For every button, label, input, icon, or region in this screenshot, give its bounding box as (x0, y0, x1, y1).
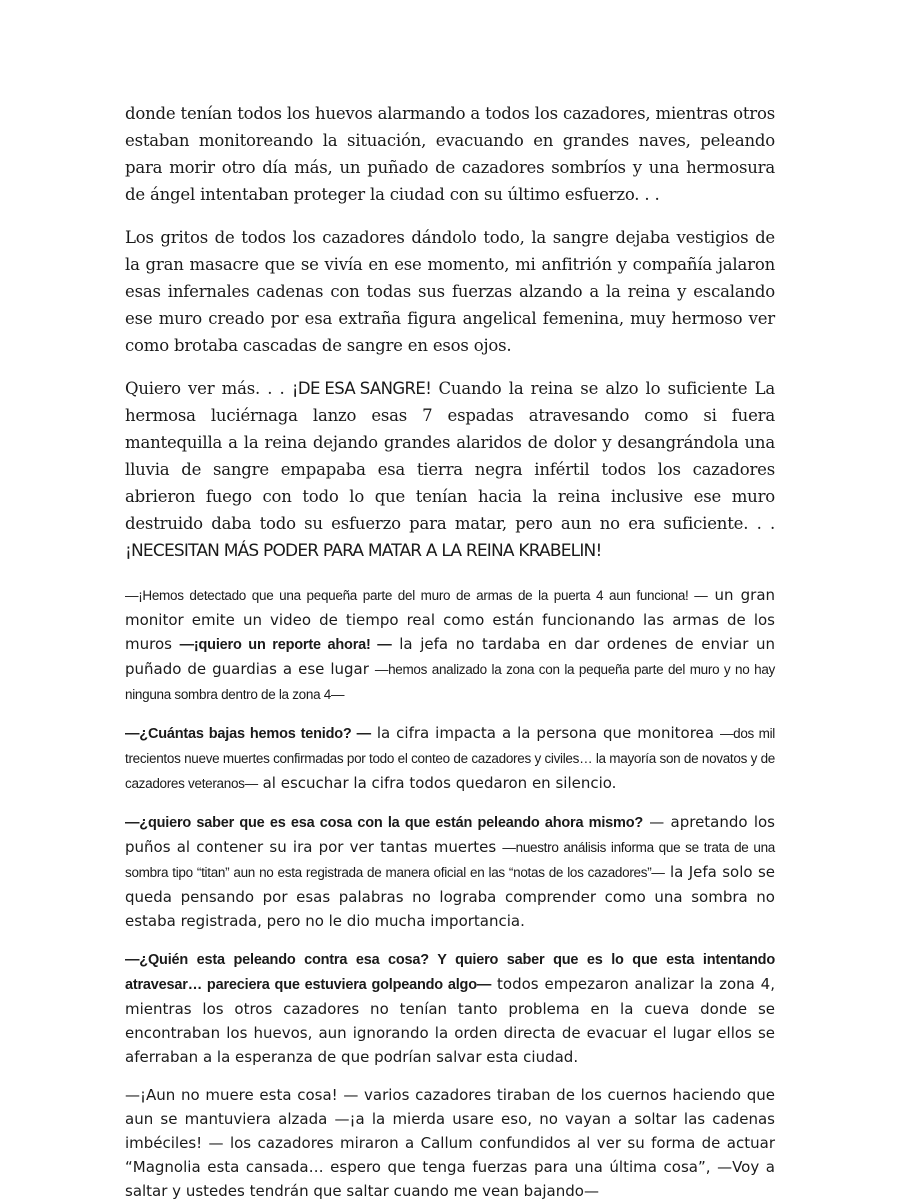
paragraph-4-dialogue-3: —hemos analizado la zona con la pequeña parte del muro y no hay ninguna sombra dentro de la zona 4— (125, 662, 775, 702)
paragraph-1: donde tenían todos los huevos alarmando a todos los cazadores, mientras otros estaban monitoreando la situación, evacuando en grandes naves, peleando para morir otro día más, un puñado de cazadores sombríos y una hermosura de ángel intentaban proteger la ciudad con su último esfuerzo. . . (125, 104, 775, 204)
paragraph-4-narration-2: la jefa no tardaba en dar ordenes de enviar un puñado de guardias a ese lugar (125, 635, 776, 678)
paragraph-6-narration-1: — apretando los puños al contener su ira por ver tantas muertes (125, 813, 775, 856)
paragraph-3-shout-1: ¡DE ESA SANGRE! (291, 379, 432, 398)
paragraph-8: —¡Aun no muere esta cosa! — varios cazadores tiraban de los cuernos haciendo que aun se mantuviera alzada —¡a la mierda usare eso, no vayan a soltar las cadenas imbéciles! — los cazadores miraron a Callum confundidos al ver su forma de actuar “Magnolia esta cansada… espero que tenga fuerzas para una última cosa”, —Voy a saltar y ustedes tendrán que saltar cuando me vean bajando— (125, 1086, 775, 1200)
paragraph-3-part-1: Quiero ver más. . . (125, 379, 292, 398)
paragraph-7-narration-1: todos empezaron analizar la zona 4, mientras los otros cazadores no tenían tanto problema en la cueva donde se encontraban los huevos, aun ignorando la orden directa de evacuar el lugar ellos se aferraban a la esperanza de que podrían salvar esta ciudad. (125, 975, 775, 1066)
paragraph-5-dialogue-1: —¿Cuántas bajas hemos tenido? — (125, 726, 371, 742)
paragraph-5-narration-1: la cifra impacta a la persona que monitorea (370, 724, 720, 742)
paragraph-3-shout-2: ¡NECESITAN MÁS PODER PARA MATAR A LA REINA KRABELIN! (125, 541, 602, 561)
paragraph-3-part-2: Cuando la reina se alzo lo suficiente La hermosa luciérnaga lanzo esas 7 espadas atravesando como si fuera mantequilla a la reina dejando grandes alaridos de dolor y desangrándola una lluvia de sangre empapaba esa tierra negra infértil todos los cazadores abrieron fuego con todo lo que tenían hacia la reina inclusive ese muro destruido daba todo su esfuerzo para matar, pero aun no era suficiente. . . (125, 379, 775, 533)
paragraph-5 (125, 721, 775, 796)
paragraph-4-dialogue-1: —¡Hemos detectado que una pequeña parte del muro de armas de la puerta 4 aun funciona! — (125, 588, 708, 603)
paragraph-3 (125, 375, 775, 565)
paragraph-6-narration-2: la Jefa solo se queda pensando por esas palabras no lograba comprender como una sombra no estaba registrada, pero no le dio mucha importancia. (125, 863, 776, 930)
paragraph-5-dialogue-2: —dos mil trecientos nueve muertes confirmadas por todo el conteo de cazadores y civiles… la mayoría son de novatos y de cazadores veteranos— (125, 726, 775, 791)
paragraph-7-dialogue-1: —¿Quién esta peleando contra esa cosa? Y quiero saber que es lo que esta intentando atravesar… pareciera que estuviera golpeando algo— (125, 952, 775, 993)
paragraph-2: Los gritos de todos los cazadores dándolo todo, la sangre dejaba vestigios de la gran masacre que se vivía en ese momento, mi anfitrión y compañía jalaron esas infernales cadenas con todas sus fuerzas alzando a la reina y escalando ese muro creado por esa extraña figura angelical femenina, muy hermoso ver como brotaba cascadas de sangre en esos ojos. (125, 228, 775, 355)
paragraph-4-dialogue-2: —¡quiero un reporte ahora! — (179, 637, 392, 653)
paragraph-6 (125, 810, 775, 933)
document-page (125, 100, 775, 1203)
paragraph-6-dialogue-2: —nuestro análisis informa que se trata de una sombra tipo “titan” aun no esta registrada de manera oficial en las “notas de los cazadores”— (125, 840, 775, 880)
paragraph-7 (125, 947, 775, 1069)
paragraph-5-narration-2: al escuchar la cifra todos quedaron en silencio. (257, 774, 617, 792)
paragraph-4-narration-1: un gran monitor emite un video de tiempo real como están funcionando las armas de los muros (125, 586, 776, 653)
paragraph-6-dialogue-1: —¿quiero saber que es esa cosa con la que están peleando ahora mismo? (125, 815, 644, 831)
paragraph-4 (125, 583, 775, 707)
